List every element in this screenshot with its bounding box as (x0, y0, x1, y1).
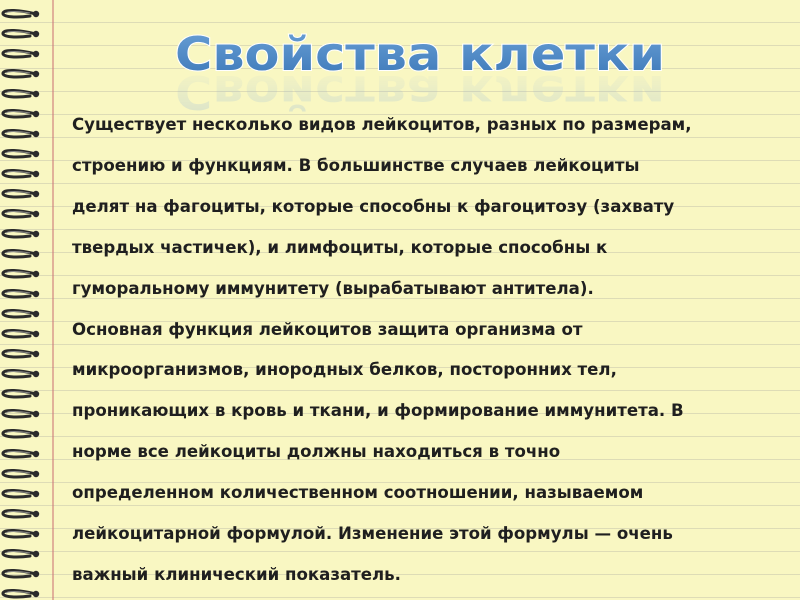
spiral-ring-icon (3, 170, 39, 177)
body-line: делят на фагоциты, которые способны к фагоцитозу (захвату (72, 196, 675, 216)
spiral-ring-icon (3, 590, 39, 597)
spiral-ring-icon (3, 270, 39, 277)
spiral-ring-icon (3, 510, 39, 517)
body-line: определенном количественном соотношении, называемом (72, 483, 644, 503)
body-line: лейкоцитарной формулой. Изменение этой формулы — очень (72, 524, 673, 544)
spiral-ring-icon (3, 350, 39, 357)
spiral-ring-icon (3, 150, 39, 157)
spiral-ring-icon (3, 250, 39, 257)
spiral-ring-icon (3, 90, 39, 97)
spiral-ring-icon (3, 30, 39, 37)
body-line: Основная функция лейкоцитов защита организма от (72, 319, 583, 339)
body-line: проникающих в кровь и ткани, и формирование иммунитета. В (72, 401, 684, 421)
body-line: строению и функциям. В большинстве случаев лейкоциты (72, 155, 640, 175)
page-title-text: Свойства клетки (175, 27, 665, 81)
body-line: норме все лейкоциты должны находиться в точно (72, 442, 561, 462)
body-line: твердых частичек), и лимфоциты, которые способны к (72, 237, 608, 257)
spiral-ring-icon (3, 130, 39, 137)
spiral-ring-icon (3, 450, 39, 457)
spiral-ring-icon (3, 330, 39, 337)
body-line: гуморальному иммунитету (вырабатывают антитела). (72, 278, 594, 298)
spiral-ring-icon (3, 230, 39, 237)
spiral-ring-icon (3, 470, 39, 477)
spiral-ring-icon (3, 290, 39, 297)
spiral-ring-icon (3, 570, 39, 577)
spiral-ring-icon (3, 190, 39, 197)
spiral-ring-icon (3, 530, 39, 537)
page-title (160, 24, 680, 119)
spiral-ring-icon (3, 430, 39, 437)
spiral-ring-icon (3, 110, 39, 117)
spiral-ring-icon (3, 70, 39, 77)
body-line: важный клинический показатель. (72, 564, 401, 584)
page-title-reflection: Свойства клетки (175, 65, 665, 119)
spiral-ring-icon (3, 550, 39, 557)
body-line: микроорганизмов, инородных белков, посторонних тел, (72, 360, 617, 380)
spiral-ring-icon (3, 310, 39, 317)
spiral-ring-icon (3, 410, 39, 417)
body-line: Существует несколько видов лейкоцитов, разных по размерам, (72, 115, 692, 134)
spiral-ring-icon (3, 210, 39, 217)
spiral-ring-icon (3, 390, 39, 397)
spiral-ring-icon (3, 50, 39, 57)
spiral-ring-icon (3, 370, 39, 377)
spiral-binding-icon (0, 0, 46, 600)
body-paragraph (72, 105, 774, 596)
spiral-ring-icon (3, 10, 39, 17)
spiral-ring-icon (3, 490, 39, 497)
